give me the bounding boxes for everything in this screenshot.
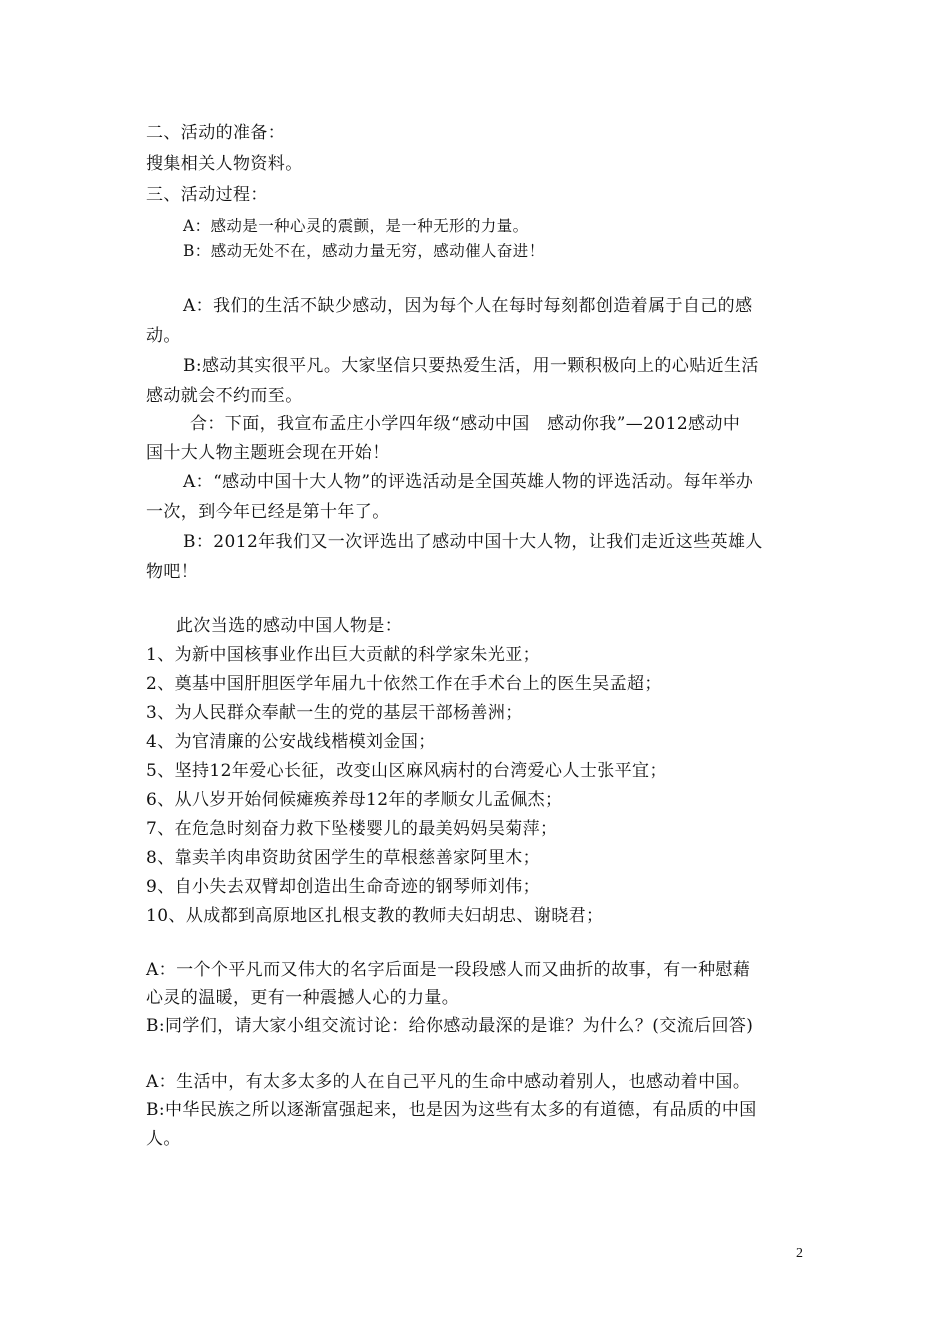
dialogue-b3-line1: B：2012年我们又一次评选出了感动中国十大人物，让我们走近这些英雄人 xyxy=(183,532,763,552)
dialogue-he-line1: 合：下面，我宣布孟庄小学四年级“感动中国 感动你我”—2012感动中 xyxy=(190,414,741,434)
list-item: 5、坚持12年爱心长征，改变山区麻风病村的台湾爱心人士张平宜； xyxy=(146,761,667,781)
list-item: 7、在危急时刻奋力救下坠楼婴儿的最美妈妈吴菊萍； xyxy=(146,819,558,839)
dialogue-a4-line1: A：一个个平凡而又伟大的名字后面是一段段感人而又曲折的故事，有一种慰藉 xyxy=(146,960,751,980)
dialogue-a2-line1: A：我们的生活不缺少感动，因为每个人在每时每刻都创造着属于自己的感 xyxy=(183,296,753,316)
dialogue-b2-line1: B:感动其实很平凡。大家坚信只要热爱生活，用一颗积极向上的心贴近生活 xyxy=(183,356,759,376)
dialogue-b2-line2: 感动就会不约而至。 xyxy=(146,386,303,406)
section-heading-preparation: 二、活动的准备： xyxy=(146,123,286,143)
list-item: 10、从成都到高原地区扎根支教的教师夫妇胡忠、谢晓君； xyxy=(146,906,604,926)
page-number: 2 xyxy=(796,1246,803,1261)
dialogue-a5: A：生活中，有太多太多的人在自己平凡的生命中感动着别人，也感动着中国。 xyxy=(146,1072,751,1092)
list-item: 3、为人民群众奉献一生的党的基层干部杨善洲； xyxy=(146,703,523,723)
list-item: 2、奠基中国肝胆医学年届九十依然工作在手术台上的医生吴孟超； xyxy=(146,674,662,694)
dialogue-b5-line1: B:中华民族之所以逐渐富强起来，也是因为这些有太多的有道德，有品质的中国 xyxy=(146,1100,757,1120)
list-item: 4、为官清廉的公安战线楷模刘金国； xyxy=(146,732,436,752)
dialogue-a4-line2: 心灵的温暖，更有一种震撼人心的力量。 xyxy=(146,988,460,1008)
dialogue-a1: A：感动是一种心灵的震颤，是一种无形的力量。 xyxy=(183,217,529,235)
list-item: 1、为新中国核事业作出巨大贡献的科学家朱光亚； xyxy=(146,645,541,665)
section-heading-process: 三、活动过程： xyxy=(146,185,268,205)
dialogue-a2-line2: 动。 xyxy=(146,326,181,346)
dialogue-b4: B:同学们，请大家小组交流讨论：给你感动最深的是谁？为什么？(交流后回答) xyxy=(146,1016,754,1036)
dialogue-he-line2: 国十大人物主题班会现在开始！ xyxy=(146,443,390,463)
list-item: 6、从八岁开始伺候瘫痪养母12年的孝顺女儿孟佩杰； xyxy=(146,790,563,810)
list-item: 9、自小失去双臂却创造出生命奇迹的钢琴师刘伟； xyxy=(146,877,541,897)
dialogue-b3-line2: 物吧！ xyxy=(146,562,199,582)
dialogue-a3-line1: A：“感动中国十大人物”的评选活动是全国英雄人物的评选活动。每年举办 xyxy=(183,472,754,492)
dialogue-b1: B：感动无处不在，感动力量无穷，感动催人奋进！ xyxy=(183,242,545,260)
list-item: 8、靠卖羊肉串资助贫困学生的草根慈善家阿里木； xyxy=(146,848,541,868)
dialogue-b5-line2: 人。 xyxy=(146,1129,181,1149)
dialogue-a3-line2: 一次，到今年已经是第十年了。 xyxy=(146,502,390,522)
preparation-content: 搜集相关人物资料。 xyxy=(146,154,303,174)
list-intro: 此次当选的感动中国人物是： xyxy=(176,616,403,636)
